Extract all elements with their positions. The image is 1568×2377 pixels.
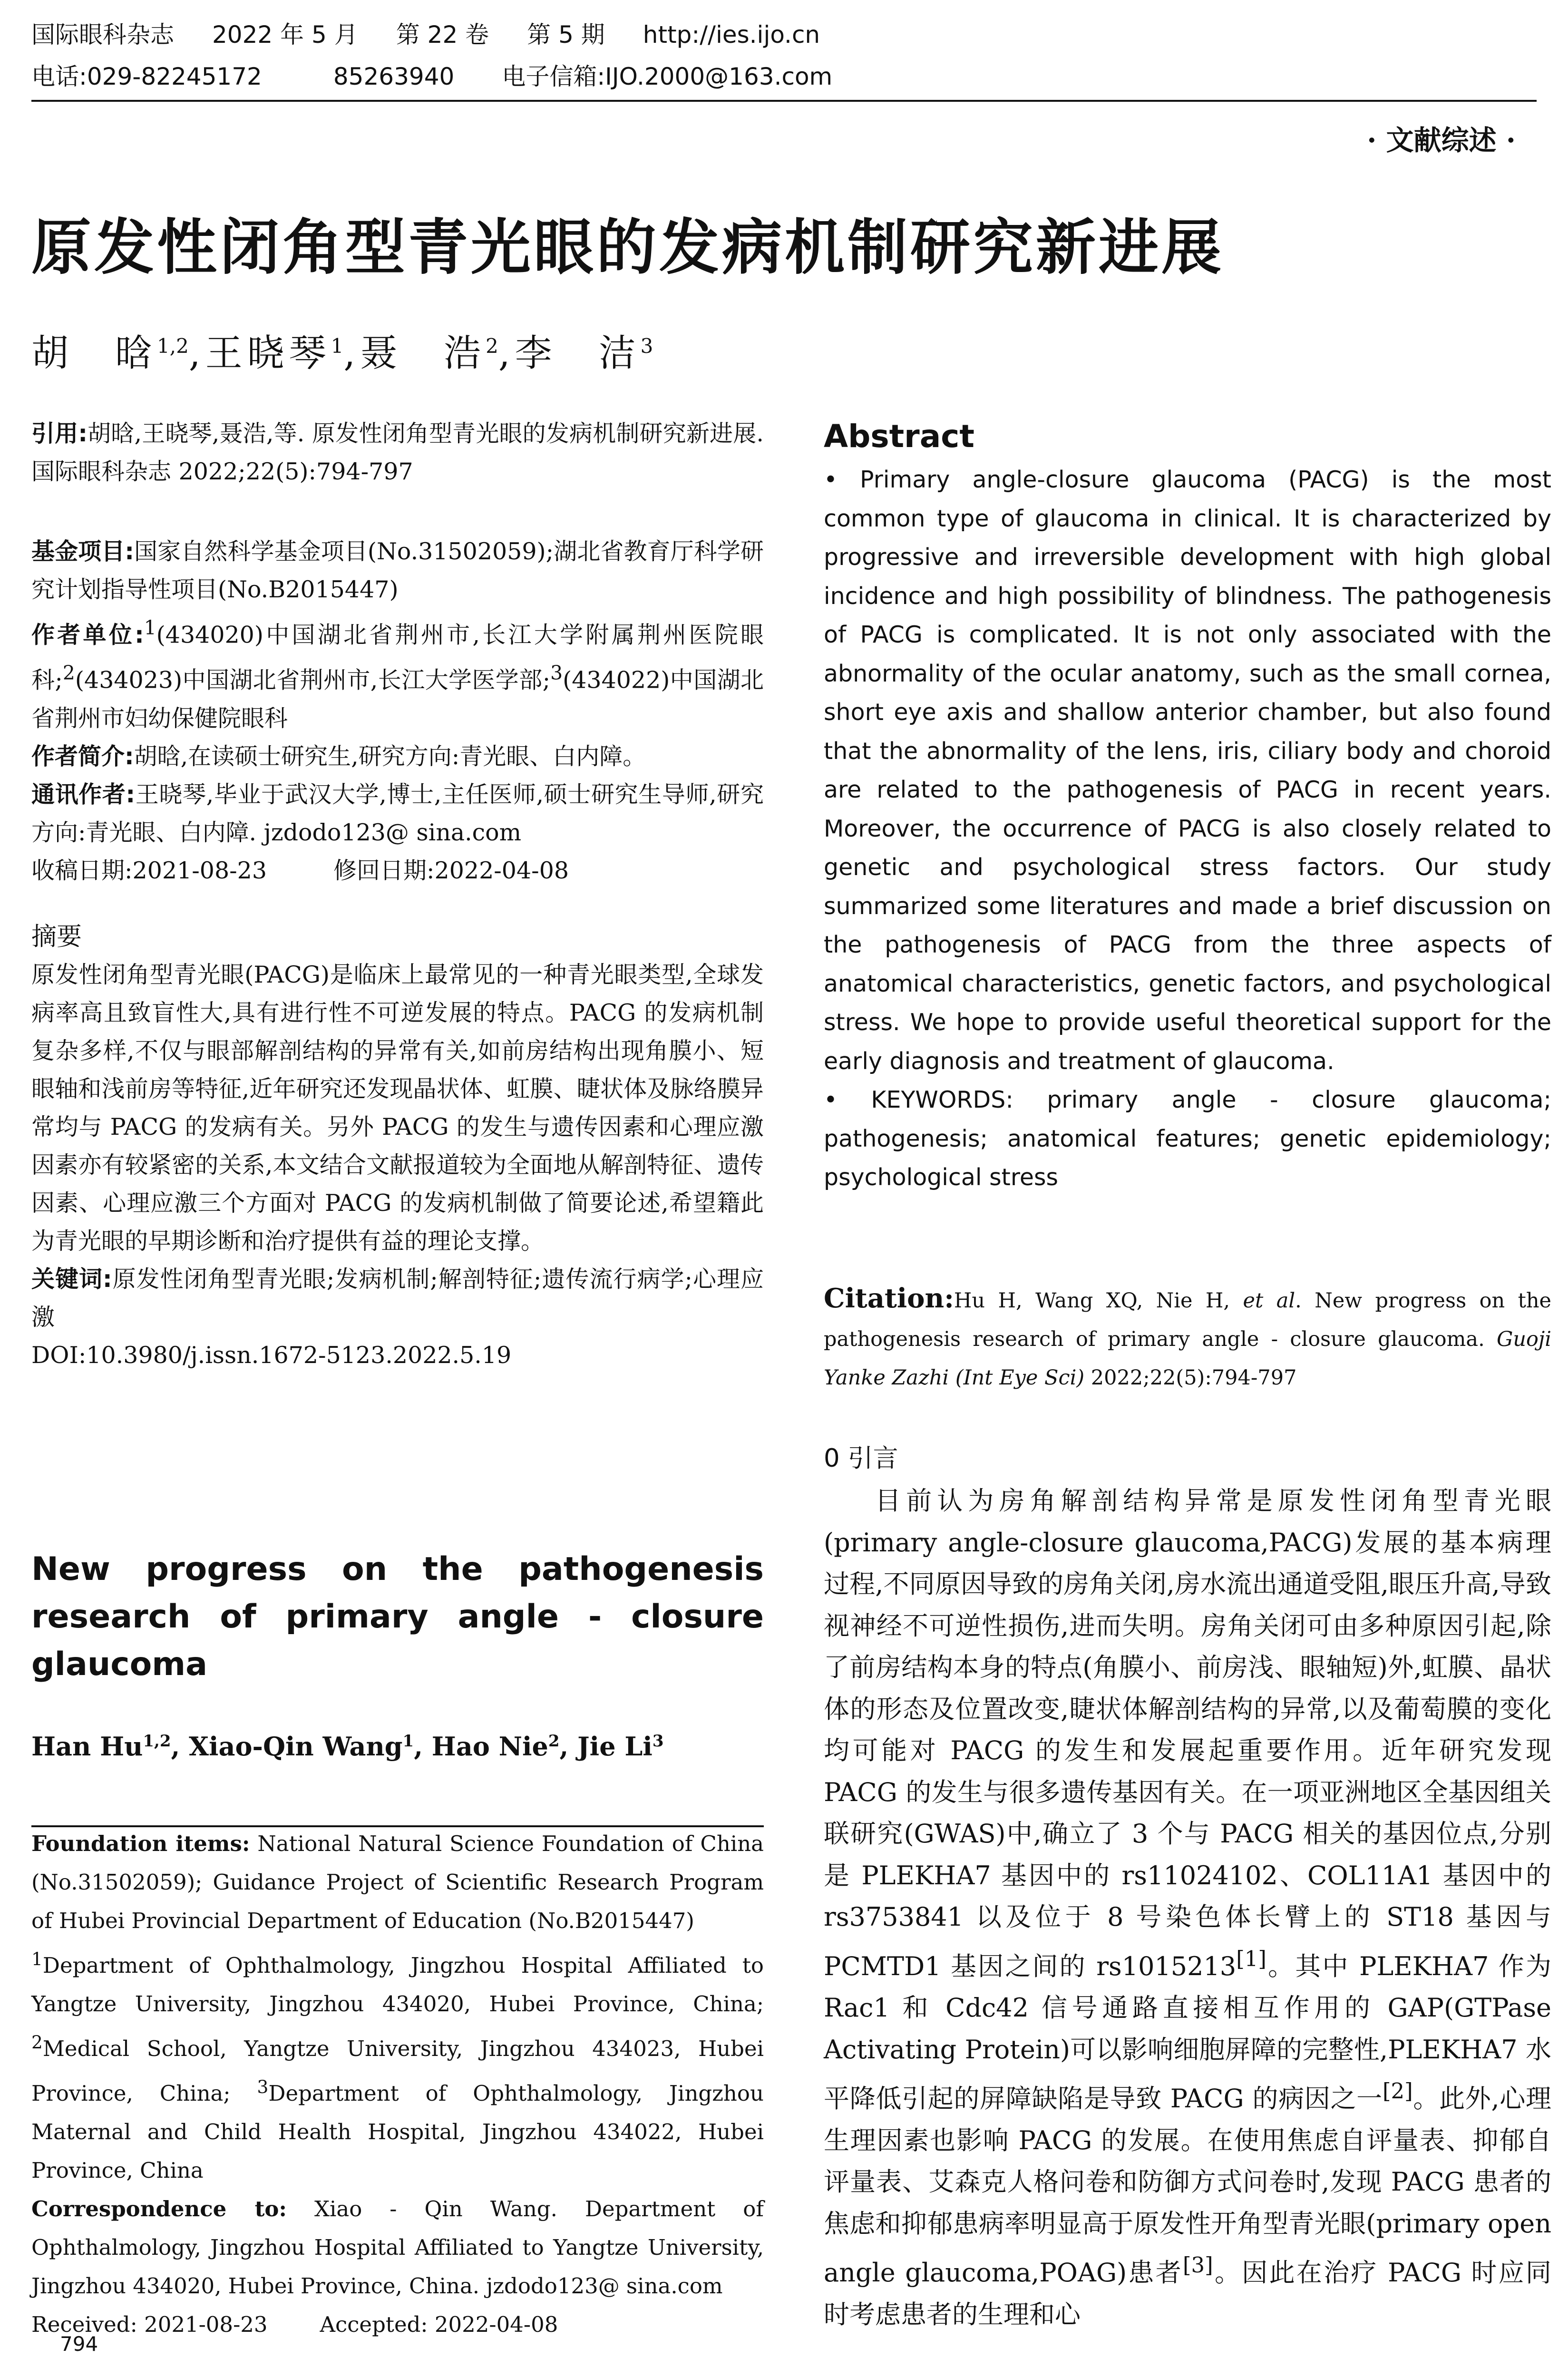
citation-en-authors: Hu H, Wang XQ, Nie H,	[954, 1289, 1243, 1313]
introduction	[824, 1437, 1551, 2335]
author-1-affil: 1,2	[157, 334, 189, 358]
header-rule	[31, 100, 1537, 102]
foundation-label: Foundation items:	[31, 1831, 250, 1856]
affil-1-mark: 1	[144, 616, 156, 639]
en-affiliation-1: Department of Ophthalmology, Jingzhou Hospital Affiliated to Yangtze University, Jingzhou 434020, Hubei Province, China;	[31, 1953, 764, 2017]
journal-name: 国际眼科杂志	[31, 21, 174, 49]
affiliation-2: (434023)中国湖北省荆州市,长江大学医学部;	[75, 666, 551, 694]
author-1: 胡 晗	[31, 332, 157, 375]
received-date: 2021-08-23	[132, 857, 267, 884]
journal-url[interactable]: http://ies.ijo.cn	[643, 21, 820, 49]
keywords-en: • KEYWORDS: primary angle - closure glaucoma; pathogenesis; anatomical features; genetic epidemiology; psychological stress	[824, 1086, 1551, 1191]
author-3-affil: 2	[486, 334, 498, 358]
running-header-line-1	[31, 19, 858, 50]
en-affiliation-3: Department of Ophthalmology, Jingzhou Maternal and Child Health Hospital, Jingzhou 434022, Hubei Province, China	[31, 2081, 764, 2183]
author-3: ,聂 浩	[343, 332, 486, 375]
doi[interactable]: DOI:10.3980/j.issn.1672-5123.2022.5.19	[31, 1342, 512, 1369]
front-matter-cn	[31, 533, 764, 890]
keywords-cn-text: 原发性闭角型青光眼;发病机制;解剖特征;遗传流行病学;心理应激	[31, 1266, 764, 1331]
en-affil-1-mark: 1	[31, 1948, 43, 1969]
reference-3-link[interactable]: [3]	[1183, 2252, 1213, 2278]
accepted-en-date: 2022-04-08	[434, 2312, 558, 2337]
citation-en-label: Citation:	[824, 1283, 954, 1314]
foundation-text: National Natural Science Foundation of China (No.31502059); Guidance Project of Scientific Research Program of Hubei Provincial Department of Education (No.B2015447)	[31, 1831, 764, 1933]
intro-text-3: 。此外,心理生理因素也影响 PACG 的发展。在使用焦虑自评量表、抑郁自评量表、艾森克人格问卷和防御方式问卷时,发现 PACG 患者的焦虑和抑郁患病率明显高于原发性开角型青光眼(primary open angle glaucoma,POAG)患者	[824, 2084, 1551, 2288]
abstract-en-text: • Primary angle-closure glaucoma (PACG) is the most common type of glaucoma in clinical. It is characterized by progressive and irreversible development with high global incidence and high possibility of blindness. The pathogenesis of PACG is complicated. It is not only associated with the abnormality of the ocular anatomy, such as the small cornea, short eye axis and shallow anterior chamber, but also found that the abnormality of the lens, iris, ciliary body and choroid are related to the pathogenesis of PACG in recent years. Moreover, the occurrence of PACG is also closely related to genetic and psychological stress factors. Our study summarized some literatures and made a brief discussion on the pathogenesis of PACG from the three aspects of anatomical characteristics, genetic factors, and psychological stress. We hope to provide useful theoretical support for the early diagnosis and treatment of glaucoma.	[824, 466, 1551, 1075]
received-en-date: 2021-08-23	[144, 2312, 268, 2337]
correspondence-en-label: Correspondence to:	[31, 2196, 287, 2221]
author-4-affil: 3	[640, 334, 653, 358]
abstract-cn	[31, 918, 764, 1374]
en-affiliation-2: Medical School, Yangtze University, Jingzhou 434023, Hubei Province, China;	[31, 2036, 764, 2106]
keywords-cn-label: 关键词:	[31, 1266, 112, 1293]
affil-2-mark: 2	[62, 662, 75, 685]
bio-text: 胡晗,在读硕士研究生,研究方向:青光眼、白内障。	[134, 742, 646, 770]
revised-date: 2022-04-08	[434, 857, 569, 884]
authors-en	[31, 1731, 764, 1762]
intro-text-4: 。因此在治疗 PACG 时应同时考虑患者的生理和心	[824, 2258, 1551, 2329]
author-2-affil: 1	[331, 334, 344, 358]
article-title-en: New progress on the pathogenesis research of primary angle - closure glaucoma	[31, 1550, 764, 1683]
bio-label: 作者简介:	[31, 742, 134, 770]
reference-2-link[interactable]: [2]	[1382, 2078, 1413, 2104]
citation-en-title: . New progress on the pathogenesis research of primary angle - closure glaucoma.	[824, 1289, 1551, 1351]
abstract-en	[824, 413, 1551, 1197]
citation-en-journal: Guoji Yanke Zazhi (Int Eye Sci)	[824, 1327, 1551, 1390]
phone-2: 85263940	[333, 63, 455, 90]
abstract-cn-text: 原发性闭角型青光眼(PACG)是临床上最常见的一种青光眼类型,全球发病率高且致盲性大,具有进行性不可逆发展的特点。PACG 的发病机制复杂多样,不仅与眼部解剖结构的异常有关,如前房结构出现角膜小、短眼轴和浅前房等特征,近年研究还发现晶状体、虹膜、睫状体及脉络膜异常均与 PACG 的发病有关。另外 PACG 的发生与遗传因素和心理应激因素亦有较紧密的关系,本文结合文献报道较为全面地从解剖特征、遗传因素、心理应激三个方面对 PACG 的发病机制做了简要论述,希望籍此为青光眼的早期诊断和治疗提供有益的理论支撑。	[31, 961, 764, 1255]
phone: 电话:029-82245172	[31, 63, 262, 90]
author-en-2: , Xiao-Qin Wang	[171, 1731, 403, 1762]
author-en-2-affil: 1	[402, 1732, 414, 1751]
section-tag: · 文献综述 ·	[1367, 124, 1516, 156]
citation-cn-label: 引用:	[31, 420, 88, 447]
citation-en-volume: 2022;22(5):794-797	[1084, 1366, 1297, 1390]
received-en-label: Received:	[31, 2312, 137, 2337]
citation-cn	[31, 415, 764, 491]
front-matter-en	[31, 1824, 764, 2344]
volume: 第 22 卷	[396, 21, 489, 49]
author-2: ,王晓琴	[188, 332, 331, 375]
citation-cn-text: 胡晗,王晓琴,聂浩,等. 原发性闭角型青光眼的发病机制研究新进展. 国际眼科杂志 2022;22(5):794-797	[31, 420, 764, 485]
author-4: ,李 洁	[498, 332, 641, 375]
author-en-1-affil: 1,2	[143, 1732, 171, 1751]
intro-text-2: 。其中 PLEKHA7 作为 Rac1 和 Cdc42 信号通路直接相互作用的 GAP(GTPase Activating Protein)可以影响细胞屏障的完整性,PLEKHA7 水平降低引起的屏障缺陷是导致 PACG 的病因之一	[824, 1951, 1552, 2114]
en-affil-3-mark: 3	[257, 2076, 269, 2097]
revised-label: 修回日期:	[333, 857, 435, 884]
article-title: 原发性闭角型青光眼的发病机制研究新进展	[31, 213, 1224, 283]
intro-text-1: 目前认为房角解剖结构异常是原发性闭角型青光眼(primary angle-closure glaucoma,PACG)发展的基本病理过程,不同原因导致的房角关闭,房水流出通道受阻,眼压升高,导致视神经不可逆性损伤,进而失明。房角关闭可由多种原因引起,除了前房结构本身的特点(角膜小、前房浅、眼轴短)外,虹膜、晶状体的形态及位置改变,睫状体解剖结构的异常,以及葡萄膜的变化均可能对 PACG 的发生和发展起重要作用。近年研究发现 PACG 的发生与很多遗传基因有关。在一项亚洲地区全基因组关联研究(GWAS)中,确立了 3 个与 PACG 相关的基因位点,分别是 PLEKHA7 基因中的 rs11024102、COL11A1 基因中的 rs3753841 以及位于 8 号染色体长臂上的 ST18 基因与 PCMTD1 基因之间的 rs1015213	[824, 1486, 1551, 1981]
funding-label: 基金项目:	[31, 538, 134, 565]
author-en-3: , Hao Nie	[414, 1731, 548, 1762]
author-en-4: , Jie Li	[559, 1731, 653, 1762]
authors-cn	[31, 323, 653, 377]
corresponding-text: 王晓琴,毕业于武汉大学,博士,主任医师,硕士研究生导师,研究方向:青光眼、白内障. jzdodo123@ sina.com	[31, 780, 764, 846]
citation-en	[824, 1279, 1551, 1397]
accepted-en-label: Accepted:	[320, 2312, 428, 2337]
author-en-3-affil: 2	[548, 1732, 560, 1751]
affiliation-1: (434020)中国湖北省荆州市,长江大学附属荆州医院眼科;	[31, 621, 764, 694]
page-number: 794	[60, 2332, 98, 2356]
journal-email: 电子信箱:IJO.2000@163.com	[502, 63, 833, 90]
abstract-cn-heading: 摘要	[31, 922, 82, 951]
funding-text: 国家自然科学基金项目(No.31502059);湖北省教育厅科学研究计划指导性项目(No.B2015447)	[31, 538, 764, 603]
author-en-4-affil: 3	[652, 1732, 664, 1751]
author-en-1: Han Hu	[31, 1731, 143, 1762]
intro-heading: 0 引言	[824, 1444, 898, 1473]
intro-paragraph	[824, 1480, 1551, 2335]
affiliation-label: 作者单位:	[31, 621, 144, 649]
corresponding-label: 通讯作者:	[31, 780, 136, 808]
affiliation-3: (434022)中国湖北省荆州市妇幼保健院眼科	[31, 666, 764, 732]
en-affil-2-mark: 2	[31, 2032, 43, 2053]
abstract-en-heading: Abstract	[824, 418, 974, 455]
affil-3-mark: 3	[550, 662, 563, 685]
citation-en-etal: et al	[1243, 1289, 1295, 1313]
issue-date: 2022 年 5 月	[212, 21, 358, 49]
running-header-line-2	[31, 61, 870, 92]
issue-number: 第 5 期	[527, 21, 605, 49]
reference-1-link[interactable]: [1]	[1236, 1946, 1266, 1971]
received-label: 收稿日期:	[31, 857, 133, 884]
correspondence-en-text: Xiao - Qin Wang. Department of Ophthalmology, Jingzhou Hospital Affiliated to Yangtze University, Jingzhou 434020, Hubei Province, China. jzdodo123@ sina.com	[31, 2196, 764, 2299]
